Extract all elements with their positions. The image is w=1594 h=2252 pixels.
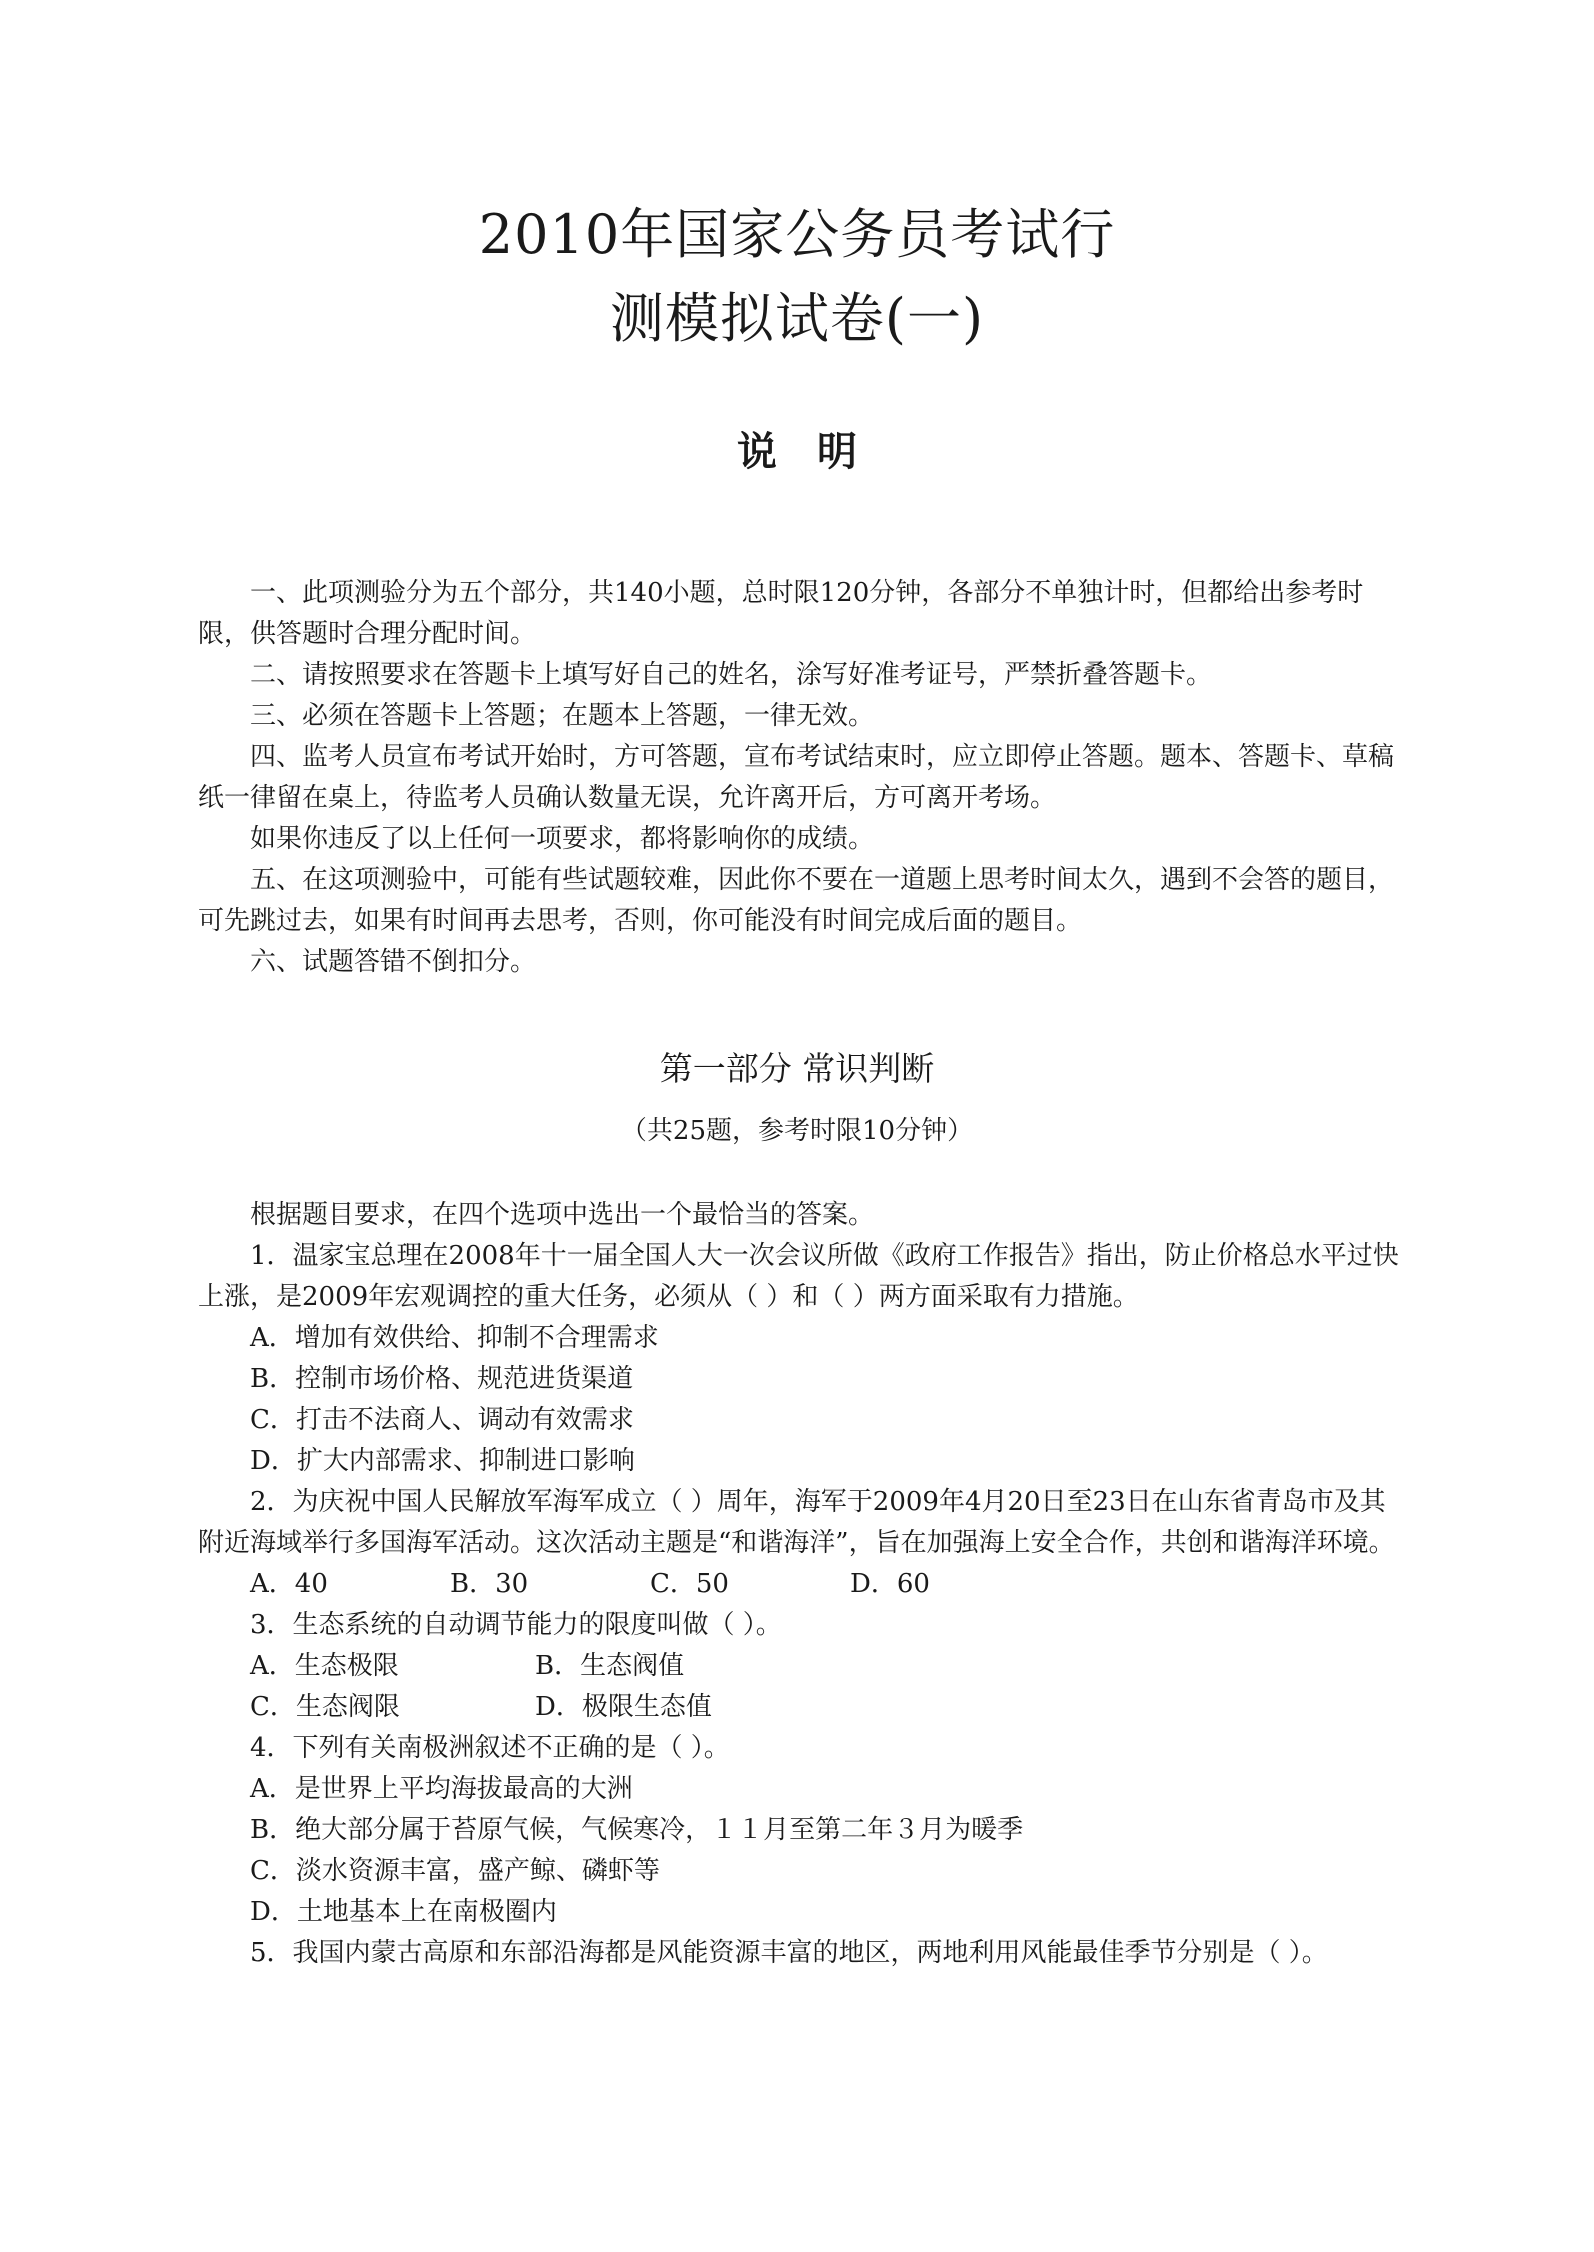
question-1-option-d: D．扩大内部需求、抑制进口影响: [250, 1446, 635, 1476]
question-2-option-a: A．40: [250, 1569, 328, 1599]
question-3-option-a: A．生态极限: [250, 1651, 399, 1681]
instruction-item-5: 五、在这项测验中，可能有些试题较难，因此你不要在一道题上思考时间太久，遇到不会答的题目，可先跳过去，如果有时间再去思考，否则，你可能没有时间完成后面的题目。: [198, 865, 1395, 936]
section-directions: 根据题目要求，在四个选项中选出一个最恰当的答案。: [250, 1200, 875, 1230]
instruction-item-1: 一、此项测验分为五个部分，共140小题，总时限120分钟，各部分不单独计时，但都给出参考时限，供答题时合理分配时间。: [198, 578, 1364, 649]
question-1-option-c: C．打击不法商人、调动有效需求: [250, 1405, 634, 1435]
question-4-option-d: D．土地基本上在南极圈内: [250, 1897, 557, 1927]
page-title-line-2: 测模拟试卷(一): [609, 287, 985, 350]
question-2-option-c: C．50: [650, 1569, 729, 1599]
question-4-option-a: A．是世界上平均海拔最高的大洲: [250, 1774, 633, 1804]
question-5-stem: 5．我国内蒙古高原和东部沿海都是风能资源丰富的地区，两地利用风能最佳季节分别是（ ）。: [250, 1938, 1328, 1968]
questions-block: [198, 1195, 1408, 1974]
question-3-option-c: C．生态阀限: [250, 1692, 400, 1722]
instruction-item-4: 四、监考人员宣布考试开始时，方可答题，宣布考试结束时，应立即停止答题。题本、答题卡、草稿纸一律留在桌上，待监考人员确认数量无误，允许离开后，方可离开考场。: [198, 742, 1395, 813]
section-subtitle: （共25题，参考时限10分钟）: [620, 1116, 974, 1146]
question-1-option-a: A．增加有效供给、抑制不合理需求: [250, 1323, 659, 1353]
question-2-options: [198, 1564, 1408, 1605]
question-3-stem: 3．生态系统的自动调节能力的限度叫做（ ）。: [250, 1610, 782, 1640]
question-3-options-row-1: [198, 1646, 1408, 1687]
question-4-option-b: B．绝大部分属于苔原气候，气候寒冷，１１月至第二年３月为暖季: [250, 1815, 1024, 1845]
instructions-block: [198, 573, 1408, 983]
question-3-option-b: B．生态阀值: [535, 1651, 685, 1681]
question-3-option-d: D．极限生态值: [535, 1692, 712, 1722]
question-2-option-b: B．30: [450, 1569, 529, 1599]
instruction-warning: 如果你违反了以上任何一项要求，都将影响你的成绩。: [250, 824, 875, 854]
question-4-stem: 4．下列有关南极洲叙述不正确的是（ ）。: [250, 1733, 730, 1763]
instruction-item-2: 二、请按照要求在答题卡上填写好自己的姓名，涂写好准考证号，严禁折叠答题卡。: [250, 660, 1213, 690]
question-3-options-row-2: [198, 1687, 1408, 1728]
instruction-item-6: 六、试题答错不倒扣分。: [250, 947, 537, 977]
page-title-line-1: 2010年国家公务员考试行: [478, 203, 1116, 266]
instruction-item-3: 三、必须在答题卡上答题；在题本上答题，一律无效。: [250, 701, 875, 731]
question-2-stem: 2．为庆祝中国人民解放军海军成立（ ）周年，海军于2009年4月20日至23日在山东省青岛市及其附近海域举行多国海军活动。这次活动主题是“和谐海洋”，旨在加强海上安全合作，共创和谐海洋环境。: [198, 1487, 1395, 1558]
question-4-option-c: C．淡水资源丰富，盛产鲸、磷虾等: [250, 1856, 660, 1886]
question-2-option-d: D．60: [850, 1569, 930, 1599]
question-1-option-b: B．控制市场价格、规范进货渠道: [250, 1364, 634, 1394]
section-title: 第一部分 常识判断: [659, 1049, 935, 1088]
instructions-heading: 说明: [737, 428, 897, 475]
question-1-stem: 1．温家宝总理在2008年十一届全国人大一次会议所做《政府工作报告》指出，防止价格总水平过快上涨，是2009年宏观调控的重大任务，必须从（ ）和（ ）两方面采取有力措施。: [198, 1241, 1399, 1312]
